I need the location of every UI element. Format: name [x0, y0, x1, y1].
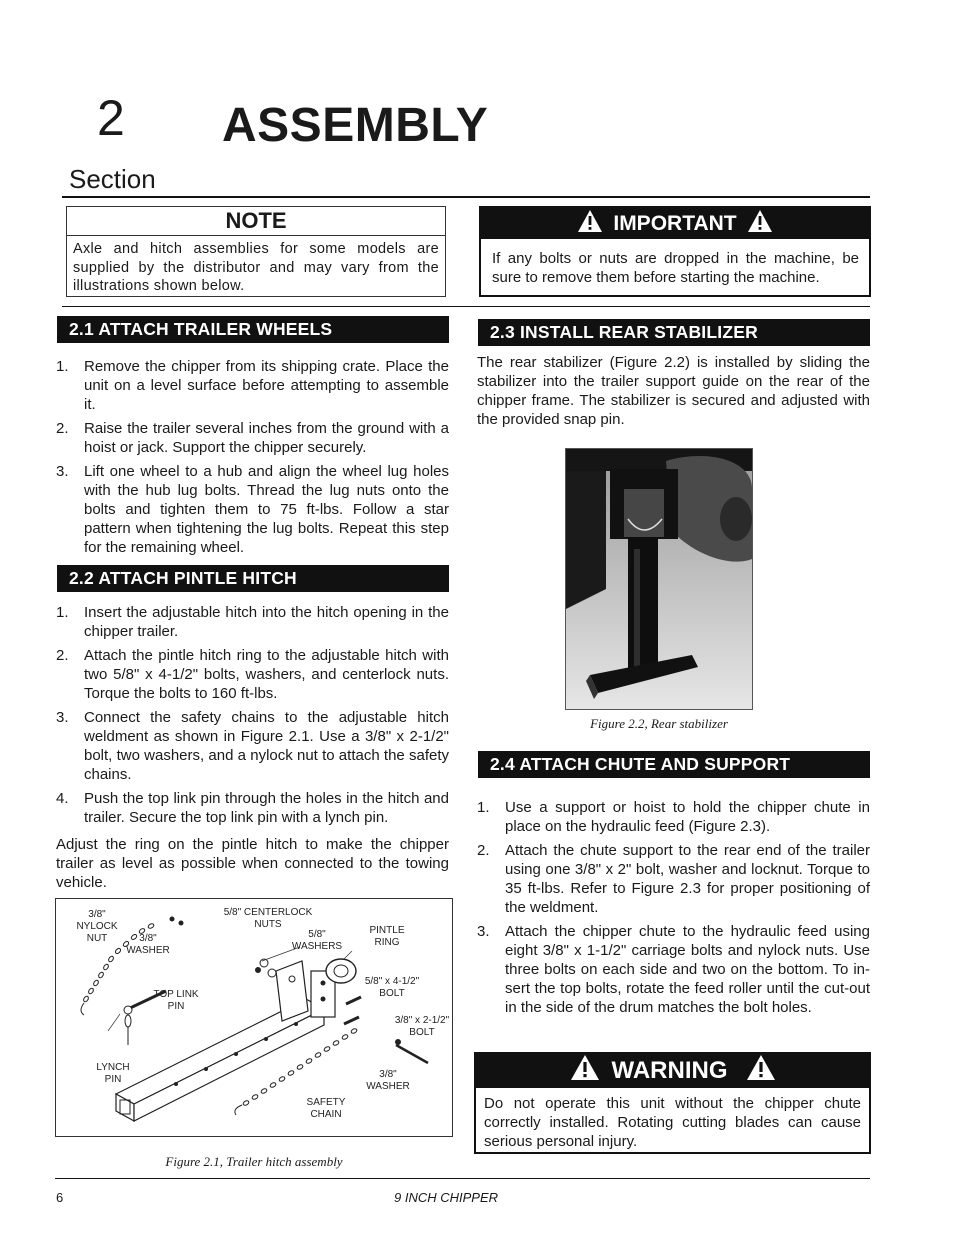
label-lynch-pin: LYNCH PIN — [96, 1062, 130, 1085]
label-washer-bottom: 3/8" WASHER — [366, 1069, 410, 1092]
footer-product: 9 INCH CHIPPER — [394, 1190, 499, 1205]
warning-header — [476, 1054, 869, 1088]
note-text: Axle and hitch assemblies for some models are supplied by the distributor and may vary from the illustrations shown below. — [73, 241, 439, 294]
important-header — [481, 208, 869, 239]
header-rule — [62, 196, 870, 198]
important-title: IMPORTANT — [613, 211, 737, 235]
section-2-1-steps — [56, 357, 449, 562]
section-2-2-steps — [56, 603, 449, 832]
label-safety-chain: SAFETY CHAIN — [306, 1097, 346, 1120]
label-bolt-38: 3/8" x 2-1/2" BOLT — [394, 1015, 450, 1038]
figure-2-2-caption: Figure 2.2, Rear stabilizer — [590, 716, 728, 731]
divider — [62, 306, 870, 307]
warning-triangle-icon — [570, 1054, 600, 1088]
label-nylock-nut: 3/8" NYLOCK NUT — [76, 909, 118, 944]
figure-2-1-caption: Figure 2.1, Trailer hitch assembly — [165, 1154, 343, 1169]
label-bolt-58: 5/8" x 4-1/2" BOLT — [364, 976, 420, 999]
warning-title: WARNING — [611, 1057, 728, 1084]
section-label: Section — [69, 164, 156, 194]
section-2-4-heading: 2.4 ATTACH CHUTE AND SUPPORT — [478, 751, 870, 778]
list-item: 4. Push the top link pin through the holes in the hitch and trailer. Secure the top link pin with a lynch pin. — [56, 790, 449, 826]
page-number: 6 — [56, 1190, 64, 1205]
list-item: 3. Attach the chipper chute to the hydraulic feed using eight 3/8" x 1-1/2" carriage bolts and nylock nuts. Use three bolts on each side and two on the bottom. To in-sert the top bolts, rotate the feed roller until the cut-out in the side of the drum matches the bolt holes. — [477, 923, 870, 1016]
list-item: 1. Insert the adjustable hitch into the hitch opening in the chipper trailer. — [56, 604, 449, 640]
section-2-4-steps — [477, 798, 870, 1022]
list-item: 2. Raise the trailer several inches from the ground with a hoist or jack. Support the chipper securely. — [56, 420, 449, 456]
label-top-link-pin: TOP LINK PIN — [153, 989, 199, 1012]
warning-text: Do not operate this unit without the chipper chute correctly installed. Rotating cutting blades can cause serious personal injury. — [484, 1095, 861, 1150]
important-text: If any bolts or nuts are dropped in the machine, be sure to remove them before starting the machine. — [492, 250, 859, 286]
chapter-number: 2 — [97, 90, 125, 146]
section-2-3-heading: 2.3 INSTALL REAR STABILIZER — [478, 319, 870, 346]
section-2-2-heading: 2.2 ATTACH PINTLE HITCH — [57, 565, 449, 592]
list-item: 1. Remove the chipper from its shipping crate. Place the unit on a level surface before attempting to assemble it. — [56, 358, 449, 413]
figure-2-1-trailer-hitch — [55, 898, 453, 1137]
warning-triangle-icon — [746, 1054, 776, 1088]
list-item: 1. Use a support or hoist to hold the chipper chute in place on the hydraulic feed (Figure 2.3). — [477, 799, 870, 835]
warning-triangle-icon — [747, 209, 773, 239]
label-centerlock-nuts: 5/8" CENTERLOCK NUTS — [223, 907, 313, 930]
section-2-2-paragraph: Adjust the ring on the pintle hitch to make the chipper trailer as level as possible when connected to the towing vehicle. — [56, 836, 449, 891]
label-washer-top: 3/8" WASHER — [126, 933, 170, 956]
list-item: 3. Lift one wheel to a hub and align the wheel lug holes with the hub lug bolts. Thread the lug nuts onto the bolts and tighten them to 75 ft-lbs. Follow a star pattern when tightening the lug bolts. Repeat this step for the remaining wheel. — [56, 463, 449, 556]
important-box — [479, 206, 871, 297]
label-pintle-ring: PINTLE RING — [369, 925, 405, 948]
section-2-3-paragraph: The rear stabilizer (Figure 2.2) is installed by sliding the stabilizer into the trailer support guide on the rear of the chipper frame. The stabilizer is secured and adjusted with the provided snap pin. — [477, 354, 870, 428]
rear-stabilizer-photo — [566, 449, 752, 709]
list-item: 2. Attach the pintle hitch ring to the adjustable hitch with two 5/8" x 4-1/2" bolts, washers, and centerlock nuts. Torque the bolts to 160 ft-lbs. — [56, 647, 449, 702]
list-item: 2. Attach the chute support to the rear end of the trailer using one 3/8" x 2" bolt, washer and locknut. Torque to 35 ft-lbs. Refer to Figure 2.3 for proper positioning of the weldment. — [477, 842, 870, 916]
note-box — [66, 206, 446, 297]
note-title: NOTE — [67, 207, 445, 236]
label-washers-58: 5/8" WASHERS — [291, 929, 343, 952]
figure-2-2-photo — [565, 448, 753, 710]
section-2-1-heading: 2.1 ATTACH TRAILER WHEELS — [57, 316, 449, 343]
warning-box — [474, 1052, 871, 1154]
list-item: 3. Connect the safety chains to the adjustable hitch weldment as shown in Figure 2.1. Use a 3/8" x 2-1/2" bolt, two washers, and a nylock nut to attach the safety chains. — [56, 709, 449, 783]
footer-rule — [55, 1178, 870, 1179]
warning-triangle-icon — [577, 209, 603, 239]
chapter-title: ASSEMBLY — [222, 99, 489, 152]
